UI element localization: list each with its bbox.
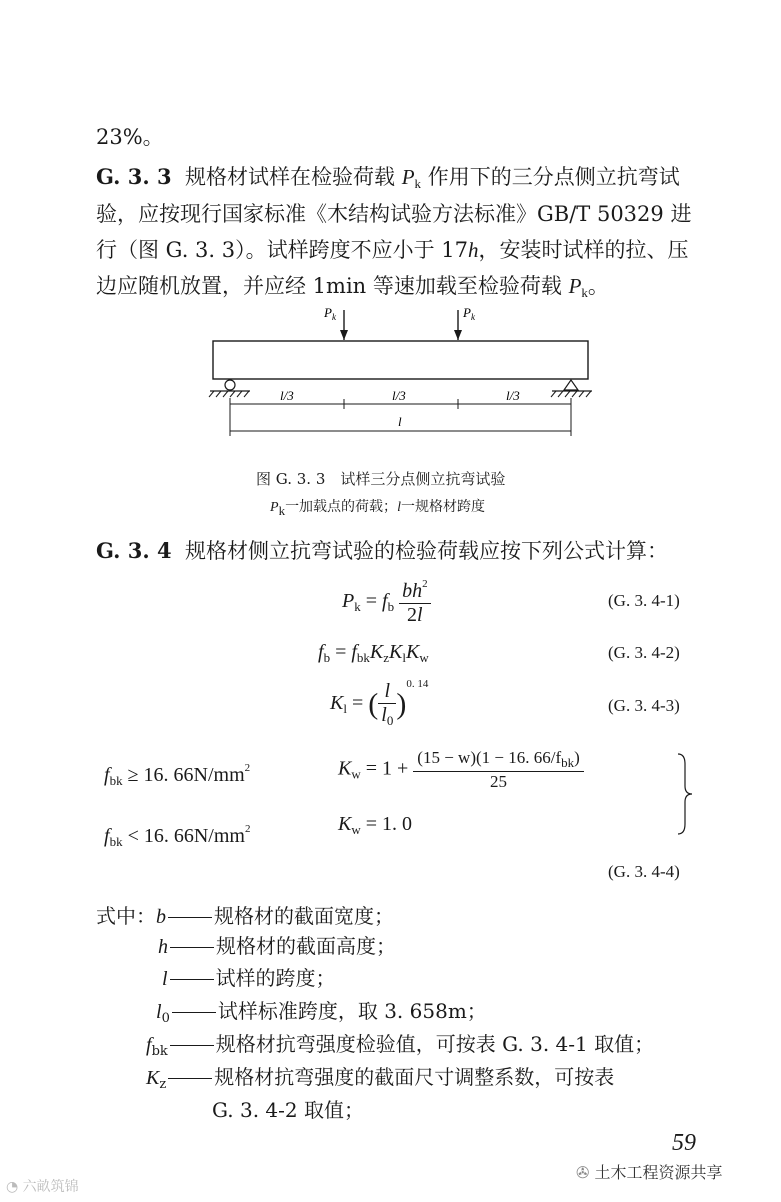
g33-line4-b: 。 xyxy=(587,274,609,298)
g34-text: 规格材侧立抗弯试验的检验荷载应按下列公式计算： xyxy=(185,539,669,563)
where-intro: 式中： xyxy=(96,904,156,928)
g33-line1-a: 规格材试样在检验荷载 xyxy=(185,165,396,189)
legend-b: 一规格材跨度 xyxy=(400,499,485,515)
pin-support xyxy=(564,380,578,390)
pk-symbol: $P_k$ xyxy=(401,165,422,191)
dim-third-2: l/3 xyxy=(392,388,406,403)
beam-diagram xyxy=(200,300,600,450)
where-l: l 试样的跨度； xyxy=(162,966,336,990)
g33-line-1 xyxy=(96,160,680,201)
legend-a: 一加载点的荷载； xyxy=(285,499,398,515)
equation-2: $f_b = f_{bk}K_zK_lK_w$ xyxy=(318,641,429,665)
dim-span: l xyxy=(398,414,402,429)
kw-formula-2: $K_w = 1$. 0 xyxy=(338,813,413,837)
equation-1-label: (G. 3. 4-1) xyxy=(608,591,680,610)
where-kz-cont: G. 3. 4-2 取值； xyxy=(212,1098,364,1122)
legend-pk: Pk xyxy=(270,500,286,518)
equation-3-label: (G. 3. 4-3) xyxy=(608,696,680,715)
g33-number: G. 3. 3 xyxy=(96,164,172,189)
wechat-icon: ✇ xyxy=(576,1163,590,1182)
watermark-right: ✇ 土木工程资源共享 xyxy=(576,1163,723,1182)
g33-line4-a: 边应随机放置，并应经 1min 等速加载至检验荷载 xyxy=(96,274,562,298)
g34-line xyxy=(96,534,668,568)
right-brace xyxy=(676,752,696,836)
condition-2: $f_{bk} < 16$. $66N/mm^2$ xyxy=(104,823,251,849)
g33-line-2: 验，应按现行国家标准《木结构试验方法标准》GB/T 50329 进 xyxy=(96,202,692,226)
figure-legend xyxy=(270,496,485,519)
kw-formula-1: $K_w = 1$ + $\frac{(15 - w)(1 - 16. 66/f_{bk})}{25}$ xyxy=(338,748,584,792)
g33-line1-b: 作用下的三分点侧立抗弯试 xyxy=(427,165,680,189)
where-l0: $l_0$ 试样标准跨度，取 3. 658m； xyxy=(156,999,487,1026)
where-h: h 规格材的截面高度； xyxy=(158,934,396,958)
pk-symbol-2: $P_k$ xyxy=(568,274,588,300)
figure-caption: 图 G. 3. 3 试样三分点侧立抗弯试验 xyxy=(256,470,506,488)
load-arrow-right-head xyxy=(454,330,462,340)
equation-3: $K_l$ = ( $\frac{l}{l_0}$ )$^{0. 14}$ xyxy=(330,678,429,728)
page-number: 59 xyxy=(672,1130,696,1156)
legend-l: l xyxy=(397,500,401,515)
top-line: 23%。 xyxy=(96,125,164,149)
load-label-right: $P_k$ xyxy=(463,305,475,322)
watermark-left: ◔ 六畝筑锦 xyxy=(6,1179,79,1195)
equation-4-label: (G. 3. 4-4) xyxy=(608,862,680,881)
g33-line-3 xyxy=(96,233,689,267)
equation-1: $P_k = f_b$ $\frac{bh^2}{2l}$ xyxy=(342,578,431,627)
load-arrow-left-head xyxy=(340,330,348,340)
load-label-left: $P_k$ xyxy=(324,305,336,322)
g33-line3-b: ，安装时试样的拉、压 xyxy=(478,238,689,262)
g33-line3-a: 行（图 G. 3. 3）。试样跨度不应小于 17 xyxy=(96,238,469,262)
h-symbol: h xyxy=(468,238,479,262)
dim-third-1: l/3 xyxy=(280,388,294,403)
equation-2-label: (G. 3. 4-2) xyxy=(608,643,680,662)
dim-third-3: l/3 xyxy=(506,388,520,403)
where-fbk: $f_{bk}$ 规格材抗弯强度检验值，可按表 G. 3. 4-1 取值； xyxy=(146,1032,655,1059)
beam xyxy=(213,341,588,379)
g34-number: G. 3. 4 xyxy=(96,538,172,563)
where-b: 式中：b 规格材的截面宽度； xyxy=(96,904,394,928)
watermark-logo-icon: ◔ xyxy=(6,1179,19,1195)
condition-1: $f_{bk} \ge 16$. $66N/mm^2$ xyxy=(104,762,251,788)
roller-support xyxy=(225,380,235,390)
exponent: 0. 14 xyxy=(406,678,429,690)
where-kz: $K_z$ 规格材抗弯强度的截面尺寸调整系数，可按表 xyxy=(146,1065,615,1092)
